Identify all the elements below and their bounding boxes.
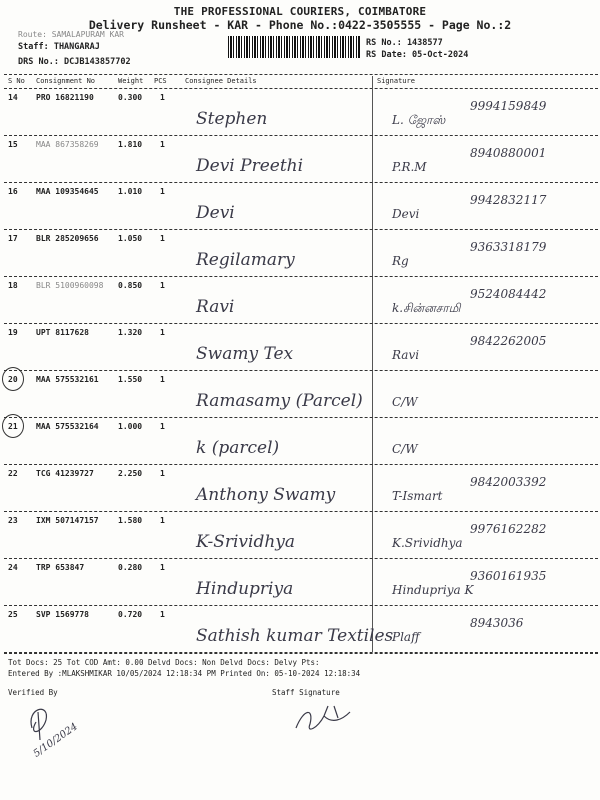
row-phone: 9942832117	[470, 193, 547, 207]
table-row	[0, 559, 600, 606]
row-pcs: 1	[160, 469, 165, 478]
row-pcs: 1	[160, 375, 165, 384]
row-signature: Hindupriya K	[392, 583, 474, 597]
table-row	[0, 465, 600, 512]
row-number-circle	[2, 367, 24, 391]
col-header-consignee: Consignee Details	[185, 77, 257, 85]
row-weight: 1.550	[118, 375, 143, 384]
row-phone: 9842262005	[470, 334, 547, 348]
table-row	[0, 277, 600, 324]
row-weight: 2.250	[118, 469, 143, 478]
table-bottom-rule	[4, 653, 598, 654]
drs-number: DRS No.: DCJB143857702	[18, 57, 131, 67]
row-number-circle	[2, 414, 24, 438]
verified-date: 5/10/2024	[31, 721, 80, 760]
row-consignee-name: Regilamary	[196, 250, 295, 270]
row-pcs: 1	[160, 610, 165, 619]
row-phone: 9363318179	[470, 240, 547, 254]
row-consignment-no: TCG 41239727	[36, 469, 94, 478]
row-weight: 0.300	[118, 93, 143, 102]
rs-date: RS Date: 05-Oct-2024	[366, 50, 469, 60]
row-consignee-name: Ravi	[196, 297, 235, 317]
row-consignment-no: BLR 5100960098	[36, 281, 104, 290]
totals-line: Tot Docs: 25 Tot COD Amt: 0.00 Delvd Docs: Non Delvd Docs: Delvy Pts:	[8, 658, 320, 667]
row-sno: 16	[8, 187, 18, 196]
row-weight: 1.810	[118, 140, 143, 149]
row-pcs: 1	[160, 422, 165, 431]
row-consignee-name: Hindupriya	[196, 579, 294, 599]
row-signature: L. ஜோஸ்	[392, 113, 446, 127]
staff-signature	[288, 698, 368, 738]
row-sno: 19	[8, 328, 18, 337]
row-sno: 23	[8, 516, 18, 525]
row-sno: 25	[8, 610, 18, 619]
row-signature: P.R.M	[392, 160, 427, 174]
row-sno: 21	[8, 422, 18, 431]
row-consignment-no: MAA 575532161	[36, 375, 99, 384]
row-weight: 1.010	[118, 187, 143, 196]
row-signature: Rg	[392, 254, 409, 268]
row-consignee-name: Anthony Swamy	[196, 485, 336, 505]
row-consignee-name: Swamy Tex	[196, 344, 294, 364]
row-sno: 14	[8, 93, 18, 102]
staff-info: Staff: THANGARAJ	[18, 42, 100, 52]
col-header-pcs: PCS	[154, 77, 167, 85]
row-pcs: 1	[160, 93, 165, 102]
row-signature: T-Ismart	[392, 489, 443, 503]
row-signature: k.சின்னசாமி	[392, 301, 461, 315]
row-signature: Devi	[392, 207, 420, 221]
row-consignment-no: BLR 285209656	[36, 234, 99, 243]
col-header-sno: S No	[8, 77, 25, 85]
table-row	[0, 89, 600, 136]
row-weight: 1.580	[118, 516, 143, 525]
row-consignee-name: Sathish kumar Textiles	[196, 626, 394, 646]
row-consignment-no: MAA 867358269	[36, 140, 99, 149]
row-consignment-no: PRO 16821190	[36, 93, 94, 102]
row-consignee-name: Stephen	[196, 109, 268, 129]
row-consignment-no: UPT 8117628	[36, 328, 89, 337]
row-pcs: 1	[160, 328, 165, 337]
row-sno: 17	[8, 234, 18, 243]
col-header-weight: Weight	[118, 77, 144, 85]
staff-signature-label: Staff Signature	[272, 688, 340, 697]
row-consignee-name: k (parcel)	[196, 438, 280, 458]
company-name: THE PROFESSIONAL COURIERS, COIMBATORE	[173, 5, 427, 18]
row-consignment-no: SVP 1569778	[36, 610, 89, 619]
row-pcs: 1	[160, 281, 165, 290]
row-signature: Plaff	[392, 630, 420, 644]
table-row	[0, 324, 600, 371]
rs-number: RS No.: 1438577	[366, 38, 443, 48]
row-weight: 0.850	[118, 281, 143, 290]
table-row	[0, 418, 600, 465]
row-phone: 8940880001	[470, 146, 547, 160]
row-weight: 1.320	[118, 328, 143, 337]
runsheet-title: Delivery Runsheet - KAR - Phone No.:0422-3505555 - Page No.:2	[88, 18, 512, 32]
row-consignee-name: Devi Preethi	[196, 156, 304, 176]
table-row	[0, 183, 600, 230]
row-weight: 0.720	[118, 610, 143, 619]
table-row	[0, 136, 600, 183]
barcode	[228, 36, 360, 58]
entered-by-line: Entered By :MLAKSHMIKAR 10/05/2024 12:18:34 PM Printed On: 05-10-2024 12:18:34	[8, 669, 361, 678]
row-weight: 0.280	[118, 563, 143, 572]
row-weight: 1.000	[118, 422, 143, 431]
table-row	[0, 230, 600, 277]
row-consignment-no: TRP 653847	[36, 563, 85, 572]
row-sno: 22	[8, 469, 18, 478]
row-consignment-no: IXM 507147157	[36, 516, 99, 525]
row-weight: 1.050	[118, 234, 143, 243]
route-info: Route: SAMALAPURAM KAR	[18, 30, 124, 39]
row-sno: 20	[8, 375, 18, 384]
row-phone: 9842003392	[470, 475, 547, 489]
row-signature: K.Srividhya	[392, 536, 463, 550]
row-pcs: 1	[160, 234, 165, 243]
verified-by-label: Verified By	[8, 688, 58, 697]
row-signature: Ravi	[392, 348, 420, 362]
row-phone: 9360161935	[470, 569, 547, 583]
col-header-consignment: Consignment No	[36, 77, 96, 85]
table-row	[0, 371, 600, 418]
col-header-signature: Signature	[377, 77, 415, 85]
row-pcs: 1	[160, 140, 165, 149]
row-phone: 9994159849	[470, 99, 547, 113]
row-signature: C/W	[392, 442, 418, 456]
row-consignee-name: Ramasamy (Parcel)	[196, 391, 363, 411]
row-pcs: 1	[160, 516, 165, 525]
row-phone: 9524084442	[470, 287, 547, 301]
row-phone: 8943036	[470, 616, 524, 630]
header-top-rule	[4, 74, 598, 75]
row-consignee-name: Devi	[196, 203, 235, 223]
table-row	[0, 606, 600, 653]
row-sno: 15	[8, 140, 18, 149]
row-sno: 24	[8, 563, 18, 572]
row-pcs: 1	[160, 563, 165, 572]
row-sno: 18	[8, 281, 18, 290]
row-consignment-no: MAA 575532164	[36, 422, 99, 431]
row-pcs: 1	[160, 187, 165, 196]
row-signature: C/W	[392, 395, 418, 409]
row-phone: 9976162282	[470, 522, 547, 536]
row-consignee-name: K-Srividhya	[196, 532, 296, 552]
table-row	[0, 512, 600, 559]
row-consignment-no: MAA 109354645	[36, 187, 99, 196]
